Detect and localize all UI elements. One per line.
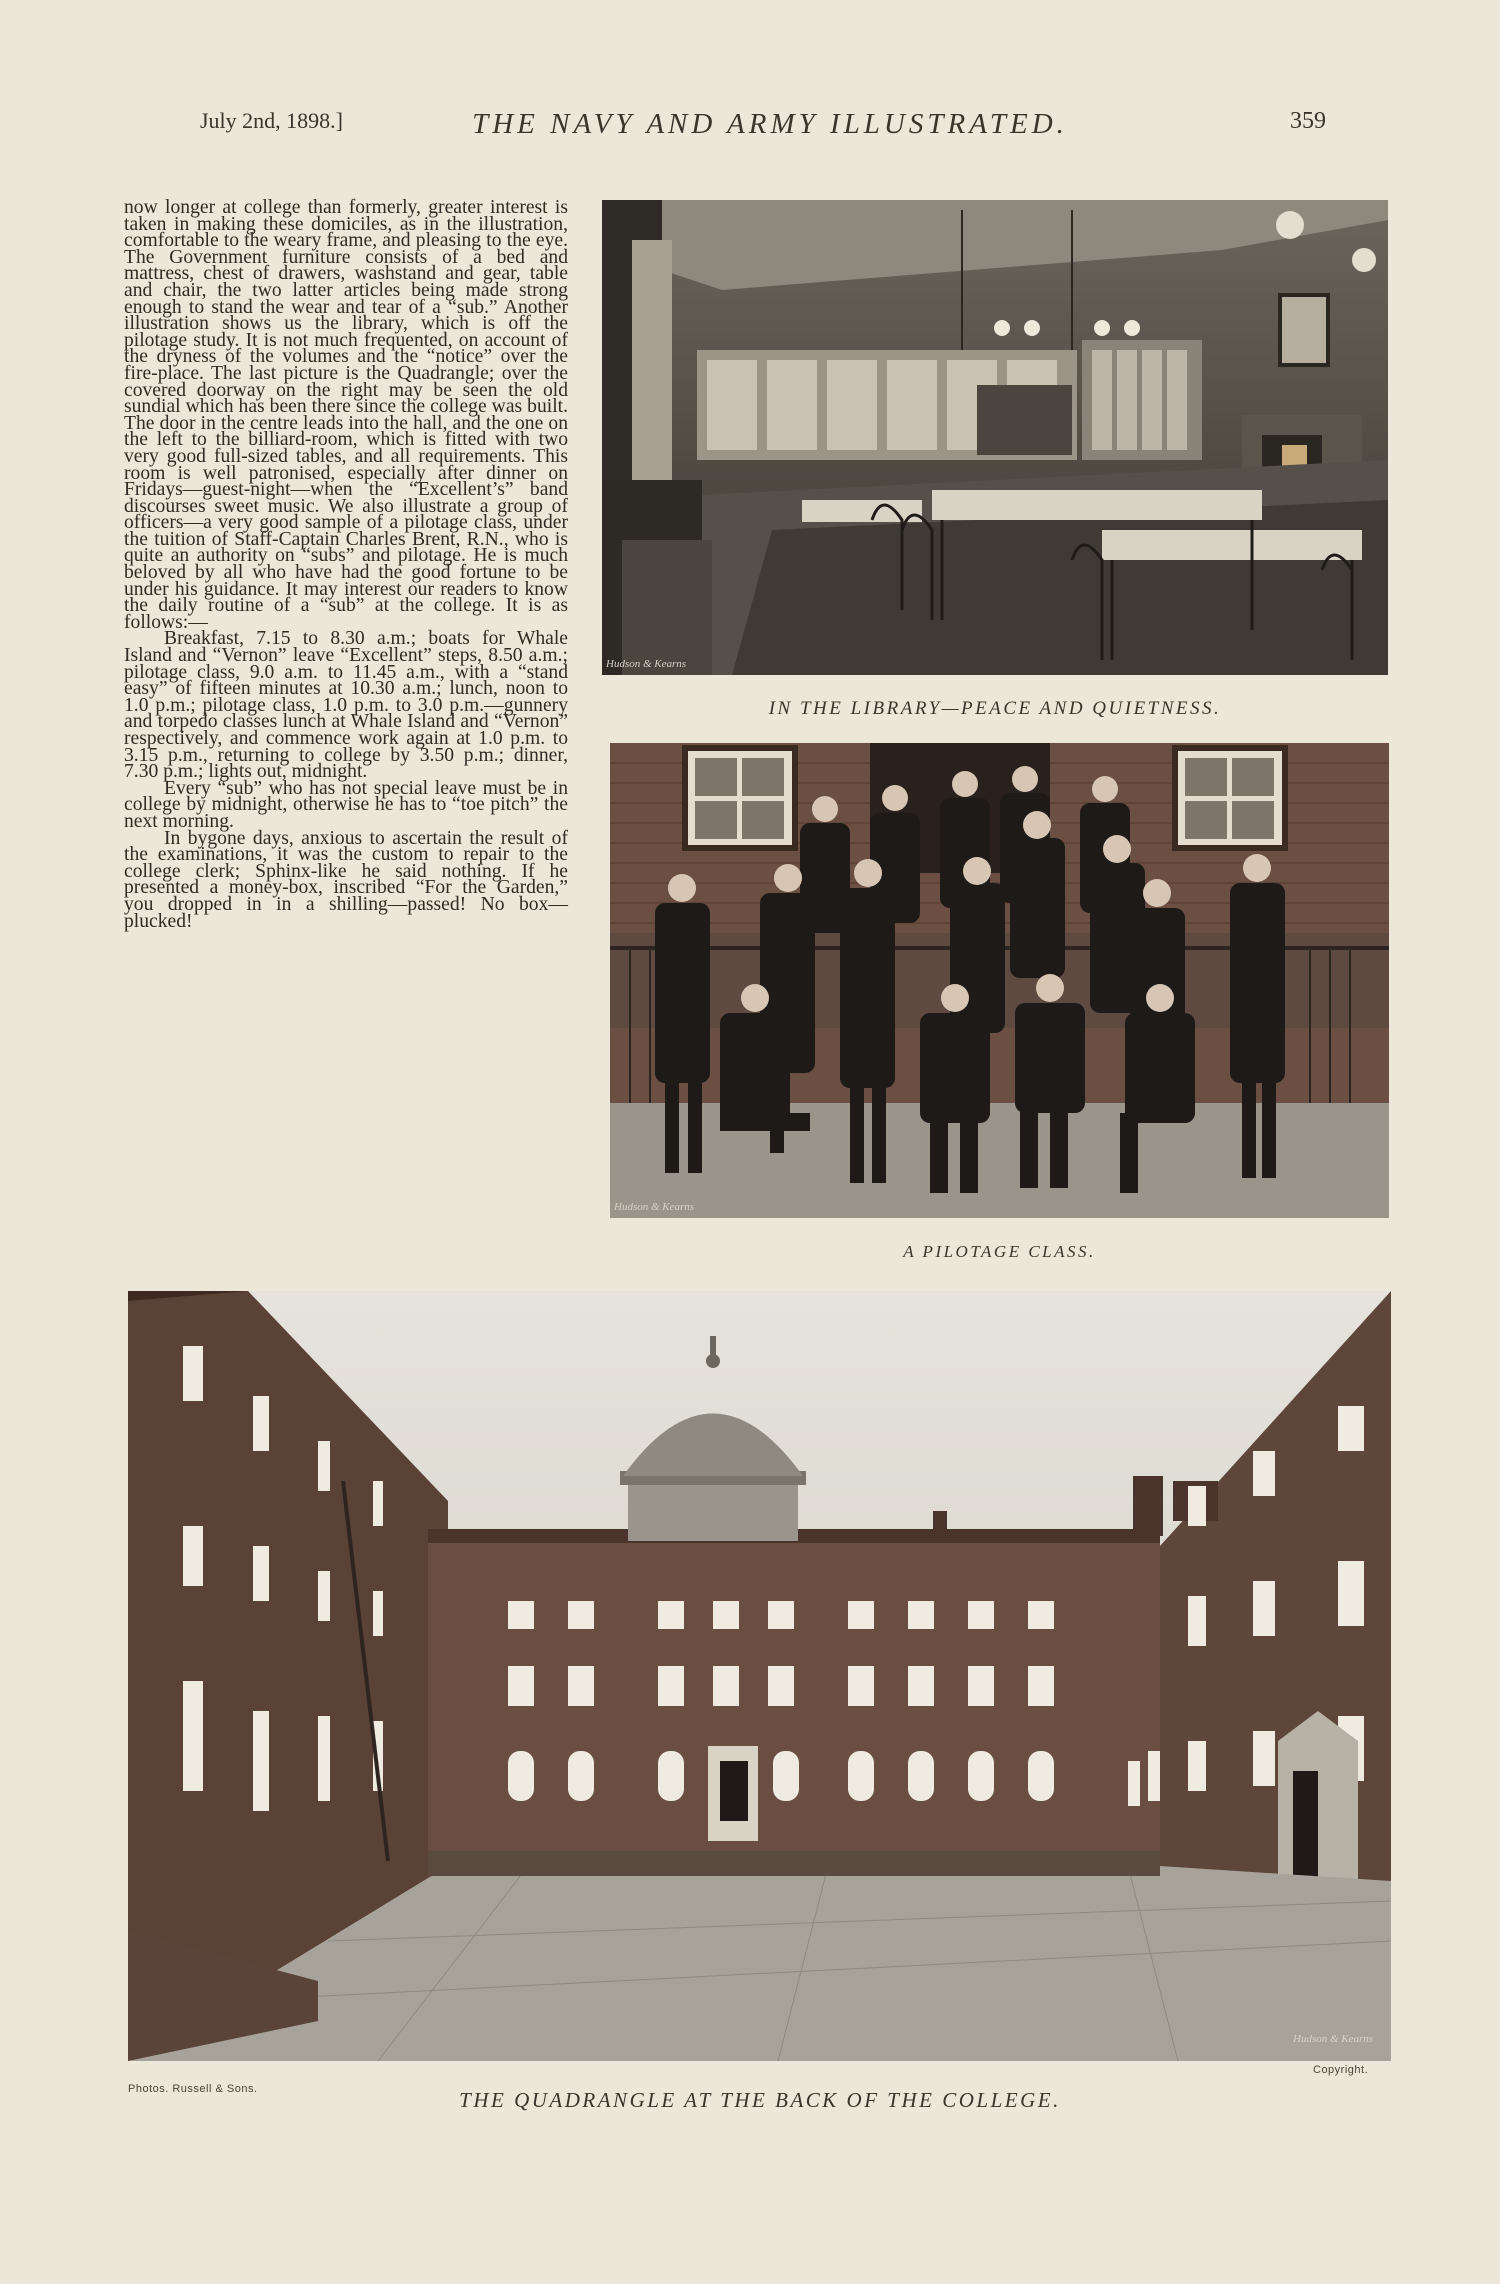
library-illustration xyxy=(602,200,1388,675)
pilotage-class-photo xyxy=(610,743,1389,1218)
copyright-notice: Copyright. xyxy=(1313,2064,1369,2076)
article-paragraph: Every “sub” who has not special leave must be in college by midnight, otherwise he has to “toe pitch” the next morning. xyxy=(124,777,568,832)
article-body xyxy=(124,197,568,932)
page-number: 359 xyxy=(1290,108,1326,134)
article-paragraph: Breakfast, 7.15 to 8.30 a.m.; boats for Whale Island and “Vernon” leave “Excellent” steps, 8.50 a.m.; pilotage class, 9.0 a.m. to 11.45 a.m., with a “stand easy” of fifteen minutes at 10.30 a.m.; lunch, noon to 1.0 p.m.; pilotage class, 1.0 p.m. to 3.0 p.m.—gunnery and torpedo classes lunch at Whale Island and “Vernon” respectively, and commence work again at 1.0 p.m. to 3.15 p.m., returning to college by 3.50 p.m.; dinner, 7.30 p.m.; lights out, midnight. xyxy=(124,628,568,783)
header-date: July 2nd, 1898.] xyxy=(200,108,343,133)
photo-signature: Hudson & Kearns xyxy=(1293,2033,1374,2045)
library-caption: IN THE LIBRARY—PEACE AND QUIETNESS. xyxy=(768,698,1222,719)
pilotage-class-illustration xyxy=(610,743,1389,1218)
header-title: THE NAVY AND ARMY ILLUSTRATED. xyxy=(472,108,1068,140)
photo-credit: Photos. Russell & Sons. xyxy=(128,2083,258,2095)
pilotage-class-caption: A PILOTAGE CLASS. xyxy=(903,1242,1096,1261)
quadrangle-photo xyxy=(128,1291,1391,2061)
photo-signature: Hudson & Kearns xyxy=(606,658,687,670)
article-paragraph: In bygone days, anxious to ascertain the result of the examinations, it was the custom to repair to the college clerk; Sphinx-like he said nothing. If he presented a money-box, inscribed “For the Garden,” you dropped in in a shilling—passed! No box—plucked! xyxy=(124,827,568,932)
library-photo xyxy=(602,200,1388,675)
quadrangle-illustration xyxy=(128,1291,1391,2061)
quadrangle-caption: THE QUADRANGLE AT THE BACK OF THE COLLEGE. xyxy=(459,2088,1061,2112)
article-paragraph: now longer at college than formerly, greater interest is taken in making these domiciles, as in the illustration, comfortable to the weary frame, and pleasing to the eye. The Government furniture consists of a bed and mattress, chest of drawers, washstand and gear, table and chair, the two latter articles being made strong enough to stand the wear and tear of a “sub.” Another illustration shows us the library, which is off the pilotage study. It is not much frequented, on account of the dryness of the volumes and the “notice” over the fire-place. The last picture is the Quadrangle; over the covered doorway on the right may be seen the old sundial which has been there since the college was built. The door in the centre leads into the hall, and the one on the left to the billiard-room, which is fitted with two very good full-sized tables, and all requirements. This room is well patronised, especially after dinner on Fridays—guest-night—when the “Excellent’s” band discourses sweet music. We also illustrate a group of officers—a very good sample of a pilotage class, under the tuition of Staff-Captain Charles Brent, R.N., who is quite an authority on “subs” and pilotage. He is much beloved by all who have had the good fortune to be under his guidance. It may interest our readers to know the daily routine of a “sub” at the college. It is as follows:— xyxy=(124,197,568,633)
photo-signature: Hudson & Kearns xyxy=(614,1201,695,1213)
